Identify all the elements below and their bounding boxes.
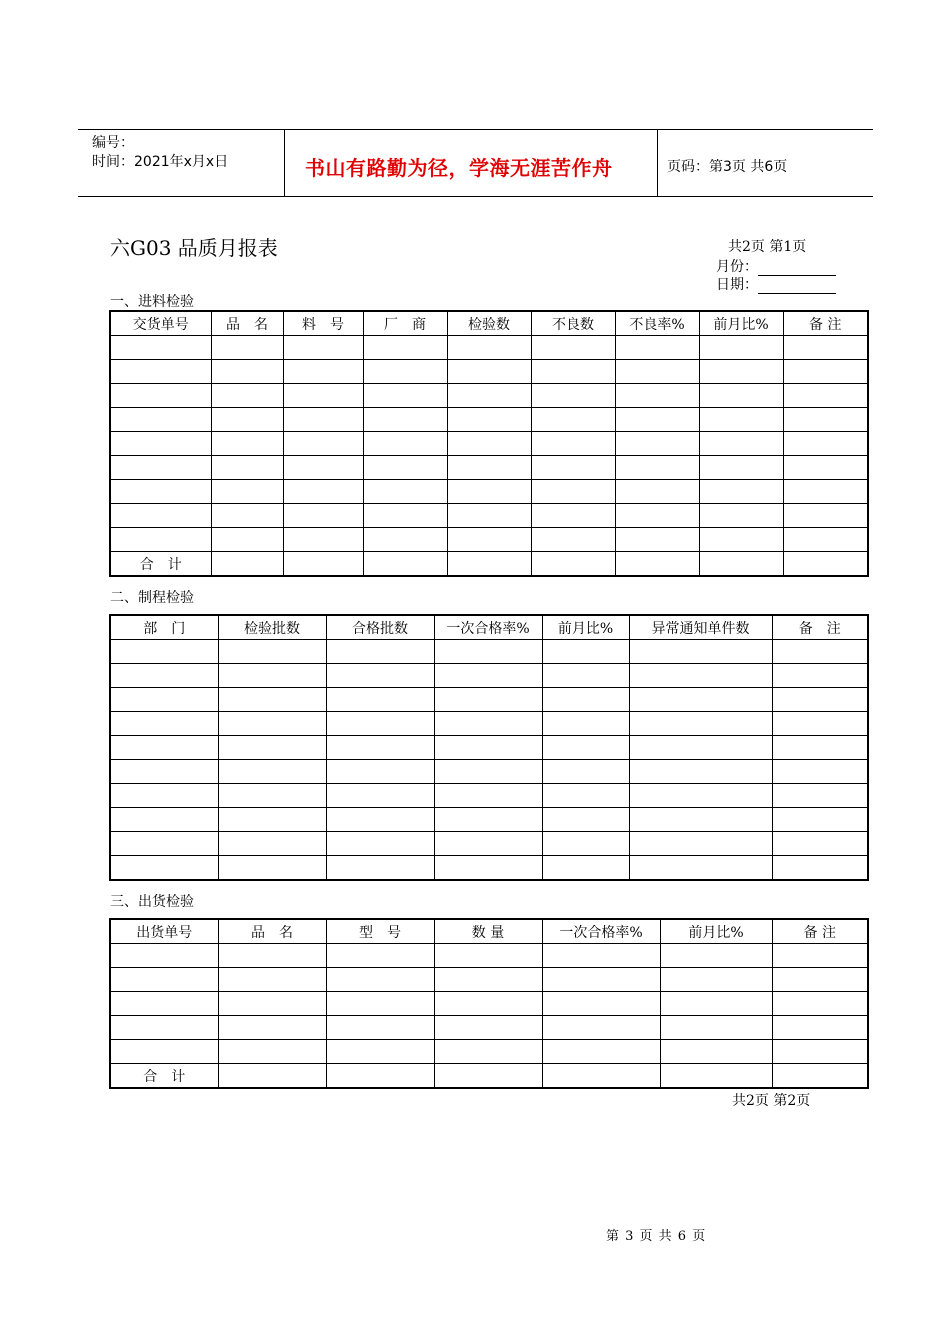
table-cell[interactable]: [434, 944, 542, 968]
table-cell[interactable]: [110, 336, 211, 360]
table-cell[interactable]: [542, 832, 629, 856]
column-header: 出货单号: [110, 919, 218, 944]
table-row: [110, 688, 868, 712]
column-header: 备 注: [772, 615, 868, 640]
column-header: 厂 商: [363, 311, 447, 336]
column-header: 异常通知单件数: [629, 615, 772, 640]
table-cell[interactable]: [660, 968, 772, 992]
column-header: 不良率%: [615, 311, 699, 336]
table-cell[interactable]: [629, 640, 772, 664]
table-cell[interactable]: [772, 1064, 868, 1089]
table-cell[interactable]: [110, 712, 218, 736]
table-cell[interactable]: [542, 1016, 660, 1040]
table-cell[interactable]: [615, 480, 699, 504]
table-cell[interactable]: [542, 784, 629, 808]
table-cell[interactable]: [783, 384, 868, 408]
table-cell[interactable]: [110, 968, 218, 992]
table-cell[interactable]: [434, 688, 542, 712]
table-cell[interactable]: [615, 528, 699, 552]
table-cell[interactable]: [772, 992, 868, 1016]
date-label: 日期：: [716, 277, 758, 293]
table-cell[interactable]: [772, 832, 868, 856]
table-cell[interactable]: [783, 456, 868, 480]
table-cell[interactable]: [447, 384, 531, 408]
column-header: 部 门: [110, 615, 218, 640]
table-cell[interactable]: [326, 832, 434, 856]
table-cell[interactable]: [772, 944, 868, 968]
table-cell[interactable]: [218, 784, 326, 808]
table-cell[interactable]: [447, 336, 531, 360]
column-header: 品 名: [211, 311, 283, 336]
table-cell[interactable]: [660, 1040, 772, 1064]
table-cell[interactable]: [211, 384, 283, 408]
table-cell[interactable]: [699, 336, 783, 360]
table-cell[interactable]: [783, 408, 868, 432]
table-cell[interactable]: [542, 640, 629, 664]
section-process-title: 二、制程检验: [110, 590, 194, 606]
table-cell[interactable]: [363, 432, 447, 456]
table-cell[interactable]: [531, 360, 615, 384]
table-row: [110, 384, 868, 408]
table-cell[interactable]: [326, 1064, 434, 1089]
form-title: 六G03 品质月报表: [110, 236, 278, 260]
column-header: 不良数: [531, 311, 615, 336]
table-row: [110, 456, 868, 480]
table-cell[interactable]: [783, 480, 868, 504]
table-cell[interactable]: [542, 712, 629, 736]
table-cell[interactable]: [542, 736, 629, 760]
table-cell[interactable]: [615, 552, 699, 577]
table-cell[interactable]: [434, 1064, 542, 1089]
table-cell[interactable]: [218, 856, 326, 881]
table-cell[interactable]: [542, 992, 660, 1016]
table-cell[interactable]: [283, 408, 363, 432]
table-row: [110, 640, 868, 664]
header-divider-1: [284, 129, 285, 196]
table-cell[interactable]: [660, 1016, 772, 1040]
table-cell[interactable]: [218, 688, 326, 712]
table-cell[interactable]: [699, 456, 783, 480]
table-cell[interactable]: [629, 760, 772, 784]
table-cell[interactable]: [772, 736, 868, 760]
table-cell[interactable]: [326, 856, 434, 881]
table-cell[interactable]: [110, 760, 218, 784]
table-cell[interactable]: [218, 944, 326, 968]
table-cell[interactable]: [542, 808, 629, 832]
column-header: 合格批数: [326, 615, 434, 640]
table-cell[interactable]: [447, 408, 531, 432]
table-cell[interactable]: [326, 688, 434, 712]
table-cell[interactable]: [110, 384, 211, 408]
table-cell[interactable]: [326, 808, 434, 832]
table-cell[interactable]: [531, 552, 615, 577]
table-cell[interactable]: [326, 640, 434, 664]
table-cell[interactable]: [542, 1040, 660, 1064]
table-cell[interactable]: [326, 992, 434, 1016]
table-cell[interactable]: [629, 832, 772, 856]
date-input-line[interactable]: [758, 281, 836, 294]
table-cell[interactable]: [434, 712, 542, 736]
table-row: [110, 712, 868, 736]
column-header: 备 注: [783, 311, 868, 336]
table-cell[interactable]: [211, 528, 283, 552]
date-field: [716, 274, 836, 294]
table-row: [110, 336, 868, 360]
column-header: 检验数: [447, 311, 531, 336]
table-cell[interactable]: [218, 968, 326, 992]
table-cell[interactable]: [615, 504, 699, 528]
table-cell[interactable]: [615, 336, 699, 360]
table-cell[interactable]: [110, 1040, 218, 1064]
section-shipping-title: 三、出货检验: [110, 894, 194, 910]
table-cell[interactable]: [283, 336, 363, 360]
table-cell[interactable]: [218, 832, 326, 856]
table-cell[interactable]: [772, 712, 868, 736]
page-footer: 第 3 页 共 6 页: [606, 1229, 707, 1244]
table-header-row: [110, 615, 868, 640]
column-header: 数 量: [434, 919, 542, 944]
document-time: 时间：2021年x月x日: [92, 154, 229, 170]
table-row: [110, 760, 868, 784]
table-cell[interactable]: [531, 432, 615, 456]
table-cell[interactable]: [615, 384, 699, 408]
table-row: [110, 968, 868, 992]
table-cell[interactable]: [326, 944, 434, 968]
table-cell[interactable]: [218, 992, 326, 1016]
table-cell[interactable]: [326, 1016, 434, 1040]
table-cell[interactable]: [531, 408, 615, 432]
table-cell[interactable]: [531, 480, 615, 504]
table-cell[interactable]: [447, 360, 531, 384]
table-cell[interactable]: [772, 784, 868, 808]
table-cell[interactable]: [211, 504, 283, 528]
table-cell[interactable]: [326, 664, 434, 688]
table-cell[interactable]: [434, 856, 542, 881]
column-header: 前月比%: [542, 615, 629, 640]
table-cell[interactable]: [110, 360, 211, 384]
table-cell[interactable]: [531, 336, 615, 360]
table-row: [110, 432, 868, 456]
table-row: [110, 408, 868, 432]
table-cell[interactable]: [699, 528, 783, 552]
table-cell[interactable]: [699, 384, 783, 408]
table-cell[interactable]: [110, 808, 218, 832]
table-cell[interactable]: [615, 456, 699, 480]
table-row: [110, 944, 868, 968]
table-row: [110, 664, 868, 688]
column-header: 型 号: [326, 919, 434, 944]
table-cell[interactable]: [110, 944, 218, 968]
month-field: [716, 256, 836, 276]
table-cell[interactable]: [629, 808, 772, 832]
table-row: [110, 1016, 868, 1040]
table-cell[interactable]: [447, 504, 531, 528]
table-row: [110, 360, 868, 384]
table-row: [110, 480, 868, 504]
table-header-row: [110, 919, 868, 944]
table-cell[interactable]: [447, 456, 531, 480]
table-cell[interactable]: [110, 1016, 218, 1040]
table-cell[interactable]: [110, 504, 211, 528]
table-cell[interactable]: [326, 760, 434, 784]
table-cell[interactable]: [434, 640, 542, 664]
table-cell[interactable]: [218, 640, 326, 664]
table-cell[interactable]: [110, 992, 218, 1016]
table-row: [110, 856, 868, 881]
table-cell[interactable]: [363, 528, 447, 552]
table-cell[interactable]: [434, 736, 542, 760]
table-cell[interactable]: [110, 456, 211, 480]
table-cell[interactable]: [783, 432, 868, 456]
table-cell[interactable]: [110, 528, 211, 552]
incoming-inspection-table: [109, 310, 869, 577]
total-label: 合 计: [110, 552, 211, 577]
table-cell[interactable]: [660, 1064, 772, 1089]
table-cell[interactable]: [434, 1016, 542, 1040]
table-cell[interactable]: [283, 360, 363, 384]
total-row: [110, 552, 868, 577]
table-cell[interactable]: [783, 336, 868, 360]
section-incoming-title: 一、进料检验: [110, 294, 194, 310]
process-body: [110, 640, 868, 881]
column-header: 一次合格率%: [542, 919, 660, 944]
table-cell[interactable]: [211, 360, 283, 384]
table-cell[interactable]: [434, 1040, 542, 1064]
table-cell[interactable]: [542, 968, 660, 992]
table-cell[interactable]: [434, 992, 542, 1016]
table-cell[interactable]: [772, 640, 868, 664]
table-cell[interactable]: [660, 992, 772, 1016]
table-cell[interactable]: [218, 712, 326, 736]
table-cell[interactable]: [283, 432, 363, 456]
month-label: 月份：: [716, 259, 758, 275]
table-cell[interactable]: [218, 760, 326, 784]
table-cell[interactable]: [326, 1040, 434, 1064]
table-cell[interactable]: [772, 760, 868, 784]
table-cell[interactable]: [326, 712, 434, 736]
table-cell[interactable]: [434, 808, 542, 832]
table-cell[interactable]: [615, 360, 699, 384]
column-header: 一次合格率%: [434, 615, 542, 640]
table-cell[interactable]: [531, 456, 615, 480]
table-cell[interactable]: [629, 712, 772, 736]
table-cell[interactable]: [283, 456, 363, 480]
table-cell[interactable]: [283, 552, 363, 577]
column-header: 备 注: [772, 919, 868, 944]
table-cell[interactable]: [218, 808, 326, 832]
table-cell[interactable]: [363, 336, 447, 360]
header-page-info: 页码：第3页 共6页: [667, 159, 788, 175]
process-inspection-table: [109, 614, 869, 881]
table-cell[interactable]: [772, 664, 868, 688]
table-cell[interactable]: [629, 688, 772, 712]
table-cell[interactable]: [363, 456, 447, 480]
table-row: [110, 808, 868, 832]
header-divider-2: [657, 129, 658, 196]
table-row: [110, 528, 868, 552]
table-cell[interactable]: [542, 760, 629, 784]
table-cell[interactable]: [542, 688, 629, 712]
table-row: [110, 784, 868, 808]
table-cell[interactable]: [363, 504, 447, 528]
table-row: [110, 992, 868, 1016]
table-cell[interactable]: [629, 856, 772, 881]
header-bottom-rule: [78, 196, 873, 197]
table-cell[interactable]: [110, 688, 218, 712]
table-cell[interactable]: [110, 432, 211, 456]
table-cell[interactable]: [110, 784, 218, 808]
table-cell[interactable]: [218, 664, 326, 688]
total-row: [110, 1064, 868, 1089]
table-cell[interactable]: [629, 736, 772, 760]
table-cell[interactable]: [434, 760, 542, 784]
table-cell[interactable]: [363, 408, 447, 432]
table-row: [110, 832, 868, 856]
table-cell[interactable]: [326, 968, 434, 992]
table-cell[interactable]: [447, 480, 531, 504]
table-row: [110, 1040, 868, 1064]
table-cell[interactable]: [699, 432, 783, 456]
table-cell[interactable]: [218, 1064, 326, 1089]
table-cell[interactable]: [434, 664, 542, 688]
table-cell[interactable]: [699, 408, 783, 432]
table-cell[interactable]: [110, 480, 211, 504]
table-cell[interactable]: [211, 480, 283, 504]
table-cell[interactable]: [283, 504, 363, 528]
table-cell[interactable]: [434, 968, 542, 992]
header-top-rule: [78, 129, 873, 130]
table-cell[interactable]: [218, 1040, 326, 1064]
total-label: 合 计: [110, 1064, 218, 1089]
table-cell[interactable]: [699, 480, 783, 504]
table-cell[interactable]: [783, 360, 868, 384]
table-cell[interactable]: [363, 384, 447, 408]
table-cell[interactable]: [434, 832, 542, 856]
table-cell[interactable]: [326, 736, 434, 760]
table-cell[interactable]: [447, 552, 531, 577]
table-cell[interactable]: [326, 784, 434, 808]
form-page-count: 共2页 第1页: [728, 239, 807, 255]
table-row: [110, 504, 868, 528]
table-cell[interactable]: [211, 432, 283, 456]
column-header: 前月比%: [699, 311, 783, 336]
table-cell[interactable]: [110, 832, 218, 856]
table-cell[interactable]: [615, 432, 699, 456]
table-cell[interactable]: [772, 968, 868, 992]
form-end-page-count: 共2页 第2页: [732, 1093, 811, 1109]
incoming-body: [110, 336, 868, 552]
shipping-body: [110, 944, 868, 1064]
table-cell[interactable]: [218, 736, 326, 760]
table-cell[interactable]: [542, 664, 629, 688]
table-cell[interactable]: [772, 1040, 868, 1064]
table-cell[interactable]: [110, 664, 218, 688]
table-cell[interactable]: [783, 504, 868, 528]
table-cell[interactable]: [211, 336, 283, 360]
table-cell[interactable]: [218, 1016, 326, 1040]
table-cell[interactable]: [615, 408, 699, 432]
table-cell[interactable]: [283, 384, 363, 408]
table-cell[interactable]: [629, 784, 772, 808]
column-header: 交货单号: [110, 311, 211, 336]
table-cell[interactable]: [363, 552, 447, 577]
table-cell[interactable]: [772, 856, 868, 881]
table-cell[interactable]: [783, 528, 868, 552]
table-cell[interactable]: [531, 504, 615, 528]
table-cell[interactable]: [629, 664, 772, 688]
header-motto: 书山有路勤为径，学海无涯苦作舟: [305, 156, 613, 180]
table-cell[interactable]: [699, 552, 783, 577]
table-cell[interactable]: [211, 552, 283, 577]
table-cell[interactable]: [447, 528, 531, 552]
table-header-row: [110, 311, 868, 336]
table-cell[interactable]: [363, 360, 447, 384]
table-cell[interactable]: [772, 808, 868, 832]
table-cell[interactable]: [699, 504, 783, 528]
shipping-inspection-table: [109, 918, 869, 1089]
table-cell[interactable]: [283, 480, 363, 504]
table-cell[interactable]: [542, 1064, 660, 1089]
table-cell[interactable]: [660, 944, 772, 968]
column-header: 检验批数: [218, 615, 326, 640]
table-cell[interactable]: [542, 856, 629, 881]
table-cell[interactable]: [110, 408, 211, 432]
table-cell[interactable]: [531, 528, 615, 552]
table-cell[interactable]: [531, 384, 615, 408]
table-cell[interactable]: [110, 736, 218, 760]
column-header: 料 号: [283, 311, 363, 336]
table-cell[interactable]: [211, 456, 283, 480]
table-cell[interactable]: [283, 528, 363, 552]
table-cell[interactable]: [211, 408, 283, 432]
document-number-label: 编号：: [92, 135, 134, 151]
table-cell[interactable]: [434, 784, 542, 808]
table-cell[interactable]: [542, 944, 660, 968]
column-header: 品 名: [218, 919, 326, 944]
column-header: 前月比%: [660, 919, 772, 944]
table-row: [110, 736, 868, 760]
table-cell[interactable]: [447, 432, 531, 456]
table-cell[interactable]: [783, 552, 868, 577]
table-cell[interactable]: [772, 1016, 868, 1040]
table-cell[interactable]: [110, 856, 218, 881]
table-cell[interactable]: [363, 480, 447, 504]
table-cell[interactable]: [772, 688, 868, 712]
table-cell[interactable]: [699, 360, 783, 384]
table-cell[interactable]: [110, 640, 218, 664]
